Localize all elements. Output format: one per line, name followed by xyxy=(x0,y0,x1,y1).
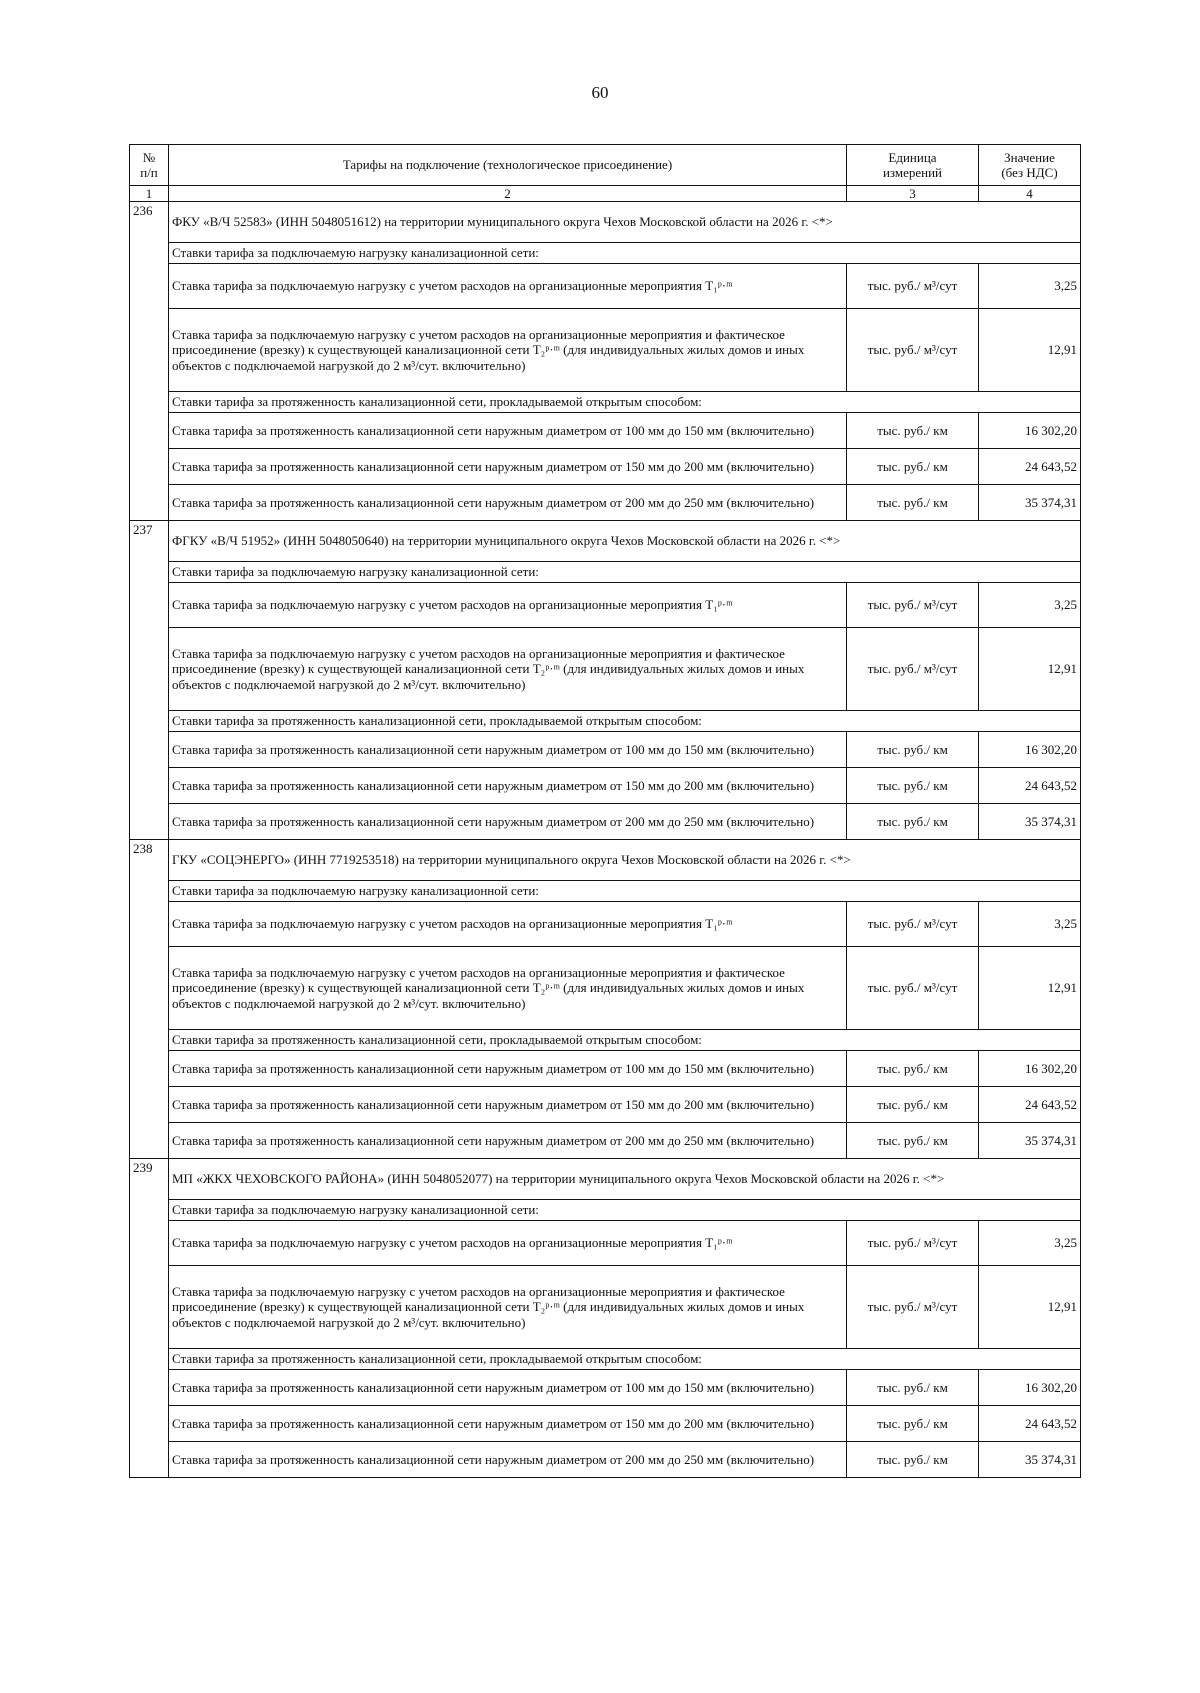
tariff-unit: тыс. руб./ м³/сут xyxy=(847,583,979,628)
tariff-unit: тыс. руб./ м³/сут xyxy=(847,309,979,392)
tariff-unit: тыс. руб./ км xyxy=(847,804,979,840)
tariff-unit: тыс. руб./ км xyxy=(847,1370,979,1406)
header-index-4: 4 xyxy=(979,186,1081,202)
header-index-1: 1 xyxy=(130,186,169,202)
tariff-description: Ставка тарифа за подключаемую нагрузку с учетом расходов на организационные мероприятия T₁ᵖ·ᵐ xyxy=(169,1221,847,1266)
table-row xyxy=(130,902,1081,947)
table-row xyxy=(130,1370,1081,1406)
header-index-2: 2 xyxy=(169,186,847,202)
block-238 xyxy=(130,840,1081,1159)
table-row xyxy=(130,449,1081,485)
tariff-unit: тыс. руб./ км xyxy=(847,1442,979,1478)
tariff-value: 35 374,31 xyxy=(979,1442,1081,1478)
section-heading: Ставки тарифа за протяженность канализационной сети, прокладываемой открытым способом: xyxy=(169,392,1081,413)
tariff-description: Ставка тарифа за подключаемую нагрузку с учетом расходов на организационные мероприятия T₁ᵖ·ᵐ xyxy=(169,264,847,309)
section-heading: Ставки тарифа за протяженность канализационной сети, прокладываемой открытым способом: xyxy=(169,1030,1081,1051)
tariff-value: 35 374,31 xyxy=(979,1123,1081,1159)
tariff-description: Ставка тарифа за протяженность канализационной сети наружным диаметром от 200 мм до 250 мм (включительно) xyxy=(169,1442,847,1478)
tariff-description: Ставка тарифа за протяженность канализационной сети наружным диаметром от 100 мм до 150 мм (включительно) xyxy=(169,732,847,768)
tariff-description: Ставка тарифа за подключаемую нагрузку с учетом расходов на организационные мероприятия и фактическое присоединение (врезку) к существующей канализационной сети T₂ᵖ·ᵐ (для индивидуальных жилых домов и иных объектов с подключаемой нагрузкой до 2 м³/сут. включительно) xyxy=(169,947,847,1030)
tariff-unit: тыс. руб./ км xyxy=(847,1123,979,1159)
tariff-value: 3,25 xyxy=(979,1221,1081,1266)
tariff-value: 16 302,20 xyxy=(979,1370,1081,1406)
table-row xyxy=(130,1123,1081,1159)
tariff-unit: тыс. руб./ км xyxy=(847,1406,979,1442)
tariff-description: Ставка тарифа за подключаемую нагрузку с учетом расходов на организационные мероприятия и фактическое присоединение (врезку) к существующей канализационной сети T₂ᵖ·ᵐ (для индивидуальных жилых домов и иных объектов с подключаемой нагрузкой до 2 м³/сут. включительно) xyxy=(169,1266,847,1349)
organization-title: ГКУ «СОЦЭНЕРГО» (ИНН 7719253518) на территории муниципального округа Чехов Московской области на 2026 г. <*> xyxy=(169,840,1081,881)
tariff-value: 12,91 xyxy=(979,309,1081,392)
organization-title: ФКУ «В/Ч 52583» (ИНН 5048051612) на территории муниципального округа Чехов Московской области на 2026 г. <*> xyxy=(169,202,1081,243)
table-row xyxy=(130,1442,1081,1478)
organization-title: МП «ЖКХ ЧЕХОВСКОГО РАЙОНА» (ИНН 5048052077) на территории муниципального округа Чехов Московской области на 2026 г. <*> xyxy=(169,1159,1081,1200)
tariff-description: Ставка тарифа за подключаемую нагрузку с учетом расходов на организационные мероприятия и фактическое присоединение (врезку) к существующей канализационной сети T₂ᵖ·ᵐ (для индивидуальных жилых домов и иных объектов с подключаемой нагрузкой до 2 м³/сут. включительно) xyxy=(169,628,847,711)
tariff-description: Ставка тарифа за протяженность канализационной сети наружным диаметром от 100 мм до 150 мм (включительно) xyxy=(169,1370,847,1406)
table-row xyxy=(130,732,1081,768)
tariff-description: Ставка тарифа за подключаемую нагрузку с учетом расходов на организационные мероприятия T₁ᵖ·ᵐ xyxy=(169,902,847,947)
section-heading: Ставки тарифа за подключаемую нагрузку канализационной сети: xyxy=(169,243,1081,264)
tariff-value: 35 374,31 xyxy=(979,485,1081,521)
tariff-description: Ставка тарифа за подключаемую нагрузку с учетом расходов на организационные мероприятия T₁ᵖ·ᵐ xyxy=(169,583,847,628)
block-number: 238 xyxy=(130,840,169,1159)
section-heading: Ставки тарифа за подключаемую нагрузку канализационной сети: xyxy=(169,562,1081,583)
table-row xyxy=(130,583,1081,628)
table-row xyxy=(130,1087,1081,1123)
header-num: № п/п xyxy=(130,145,169,186)
tariff-description: Ставка тарифа за протяженность канализационной сети наружным диаметром от 150 мм до 200 мм (включительно) xyxy=(169,768,847,804)
tariff-description: Ставка тарифа за протяженность канализационной сети наружным диаметром от 200 мм до 250 мм (включительно) xyxy=(169,804,847,840)
table-row xyxy=(130,1221,1081,1266)
header-unit: Единица измерений xyxy=(847,145,979,186)
block-239 xyxy=(130,1159,1081,1478)
tariff-unit: тыс. руб./ км xyxy=(847,449,979,485)
tariff-unit: тыс. руб./ км xyxy=(847,413,979,449)
tariff-description: Ставка тарифа за протяженность канализационной сети наружным диаметром от 150 мм до 200 мм (включительно) xyxy=(169,1087,847,1123)
tariff-value: 35 374,31 xyxy=(979,804,1081,840)
tariff-table xyxy=(129,144,1081,1478)
tariff-description: Ставка тарифа за протяженность канализационной сети наружным диаметром от 200 мм до 250 мм (включительно) xyxy=(169,485,847,521)
table-row xyxy=(130,485,1081,521)
header-tariffs: Тарифы на подключение (технологическое присоединение) xyxy=(169,145,847,186)
table-row xyxy=(130,628,1081,711)
tariff-value: 3,25 xyxy=(979,264,1081,309)
block-237 xyxy=(130,521,1081,840)
table-row xyxy=(130,768,1081,804)
tariff-unit: тыс. руб./ км xyxy=(847,485,979,521)
tariff-description: Ставка тарифа за протяженность канализационной сети наружным диаметром от 100 мм до 150 мм (включительно) xyxy=(169,1051,847,1087)
tariff-unit: тыс. руб./ м³/сут xyxy=(847,1221,979,1266)
table-row xyxy=(130,1406,1081,1442)
tariff-value: 12,91 xyxy=(979,947,1081,1030)
block-number: 236 xyxy=(130,202,169,521)
table-row xyxy=(130,413,1081,449)
tariff-unit: тыс. руб./ м³/сут xyxy=(847,902,979,947)
header-index-3: 3 xyxy=(847,186,979,202)
tariff-description: Ставка тарифа за протяженность канализационной сети наружным диаметром от 200 мм до 250 мм (включительно) xyxy=(169,1123,847,1159)
table-row xyxy=(130,947,1081,1030)
tariff-value: 16 302,20 xyxy=(979,413,1081,449)
table-header xyxy=(130,145,1081,202)
tariff-value: 16 302,20 xyxy=(979,1051,1081,1087)
table-row xyxy=(130,1266,1081,1349)
section-heading: Ставки тарифа за подключаемую нагрузку канализационной сети: xyxy=(169,881,1081,902)
organization-title: ФГКУ «В/Ч 51952» (ИНН 5048050640) на территории муниципального округа Чехов Московской области на 2026 г. <*> xyxy=(169,521,1081,562)
tariff-value: 3,25 xyxy=(979,902,1081,947)
section-heading: Ставки тарифа за подключаемую нагрузку канализационной сети: xyxy=(169,1200,1081,1221)
block-number: 239 xyxy=(130,1159,169,1478)
section-heading: Ставки тарифа за протяженность канализационной сети, прокладываемой открытым способом: xyxy=(169,711,1081,732)
tariff-value: 24 643,52 xyxy=(979,768,1081,804)
tariff-unit: тыс. руб./ м³/сут xyxy=(847,264,979,309)
tariff-description: Ставка тарифа за протяженность канализационной сети наружным диаметром от 100 мм до 150 мм (включительно) xyxy=(169,413,847,449)
table-row xyxy=(130,309,1081,392)
block-number: 237 xyxy=(130,521,169,840)
tariff-value: 24 643,52 xyxy=(979,1087,1081,1123)
tariff-value: 12,91 xyxy=(979,628,1081,711)
tariff-value: 24 643,52 xyxy=(979,449,1081,485)
tariff-unit: тыс. руб./ м³/сут xyxy=(847,947,979,1030)
section-heading: Ставки тарифа за протяженность канализационной сети, прокладываемой открытым способом: xyxy=(169,1349,1081,1370)
header-value: Значение (без НДС) xyxy=(979,145,1081,186)
table-row xyxy=(130,1051,1081,1087)
page-number: 60 xyxy=(591,83,609,102)
tariff-unit: тыс. руб./ м³/сут xyxy=(847,628,979,711)
tariff-unit: тыс. руб./ км xyxy=(847,768,979,804)
tariff-unit: тыс. руб./ км xyxy=(847,1087,979,1123)
tariff-description: Ставка тарифа за протяженность канализационной сети наружным диаметром от 150 мм до 200 мм (включительно) xyxy=(169,1406,847,1442)
block-236 xyxy=(130,202,1081,521)
table-row xyxy=(130,264,1081,309)
tariff-unit: тыс. руб./ м³/сут xyxy=(847,1266,979,1349)
tariff-unit: тыс. руб./ км xyxy=(847,732,979,768)
tariff-value: 3,25 xyxy=(979,583,1081,628)
tariff-unit: тыс. руб./ км xyxy=(847,1051,979,1087)
tariff-value: 16 302,20 xyxy=(979,732,1081,768)
tariff-value: 24 643,52 xyxy=(979,1406,1081,1442)
tariff-value: 12,91 xyxy=(979,1266,1081,1349)
tariff-description: Ставка тарифа за протяженность канализационной сети наружным диаметром от 150 мм до 200 мм (включительно) xyxy=(169,449,847,485)
tariff-description: Ставка тарифа за подключаемую нагрузку с учетом расходов на организационные мероприятия и фактическое присоединение (врезку) к существующей канализационной сети T₂ᵖ·ᵐ (для индивидуальных жилых домов и иных объектов с подключаемой нагрузкой до 2 м³/сут. включительно) xyxy=(169,309,847,392)
table-row xyxy=(130,804,1081,840)
